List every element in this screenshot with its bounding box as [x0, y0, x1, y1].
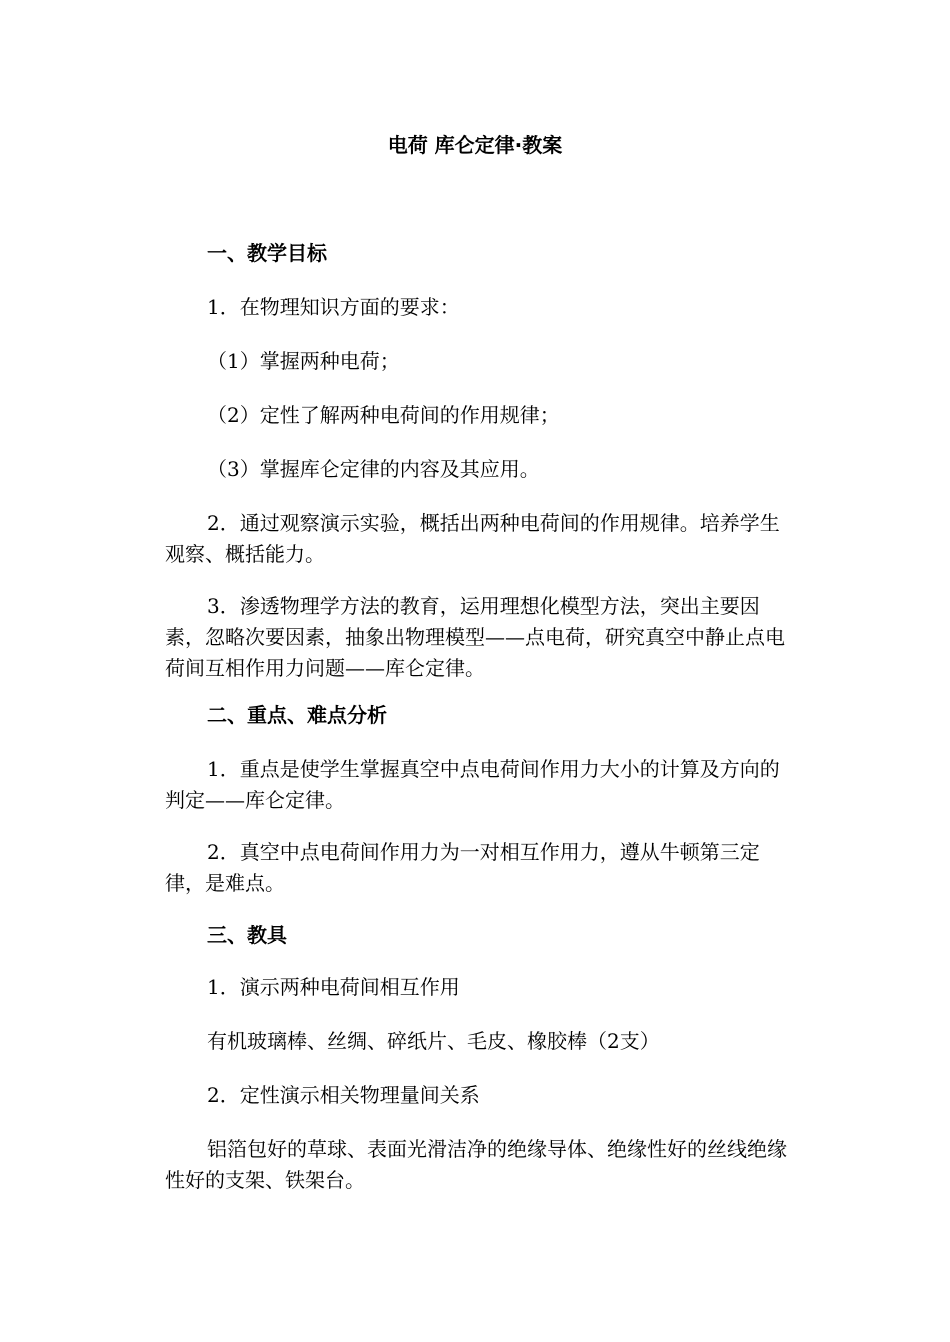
paragraph: （1）掌握两种电荷；	[207, 349, 400, 373]
paragraph: 1．演示两种电荷间相互作用	[207, 975, 460, 999]
paragraph: 1．重点是使学生掌握真空中点电荷间作用力大小的计算及方向的判定——库仑定律。	[165, 757, 780, 812]
paragraph: 3．渗透物理学方法的教育，运用理想化模型方法，突出主要因素，忽略次要因素，抽象出物理模型——点电荷，研究真空中静止点电荷间互相作用力问题——库仑定律。	[165, 594, 785, 680]
section-heading-objectives: 一、教学目标	[207, 241, 327, 265]
paragraph: 2．通过观察演示实验，概括出两种电荷间的作用规律。培养学生观察、概括能力。	[165, 511, 780, 566]
document-title: 电荷 库仑定律·教案	[387, 133, 563, 157]
paragraph: 有机玻璃棒、丝绸、碎纸片、毛皮、橡胶棒（2支）	[207, 1029, 660, 1053]
paragraph: 2．真空中点电荷间作用力为一对相互作用力，遵从牛顿第三定律，是难点。	[165, 840, 760, 895]
paragraph: （2）定性了解两种电荷间的作用规律；	[207, 403, 560, 427]
paragraph: 铝箔包好的草球、表面光滑洁净的绝缘导体、绝缘性好的丝线绝缘性好的支架、铁架台。	[165, 1137, 787, 1192]
section-heading-key-points: 二、重点、难点分析	[207, 703, 387, 727]
paragraph: 1．在物理知识方面的要求：	[207, 295, 460, 319]
section-heading-teaching-aids: 三、教具	[207, 923, 287, 947]
paragraph: （3）掌握库仑定律的内容及其应用。	[207, 457, 540, 481]
paragraph: 2．定性演示相关物理量间关系	[207, 1083, 480, 1107]
